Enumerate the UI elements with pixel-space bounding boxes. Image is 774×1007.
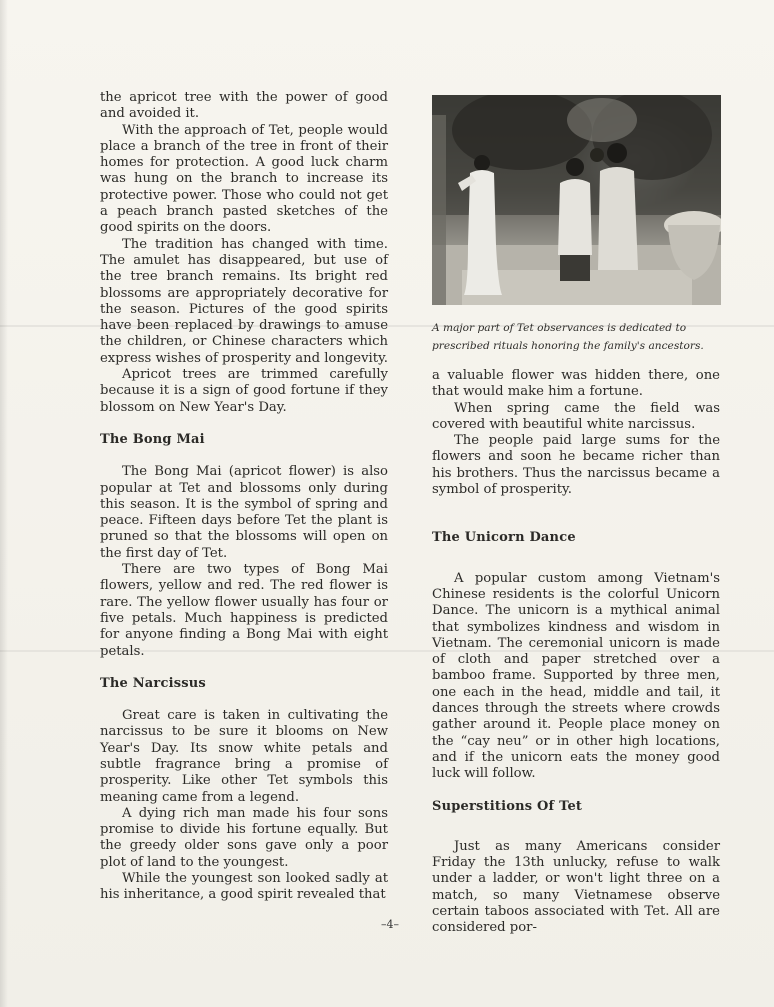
section-heading-superstitions: Superstitions Of Tet <box>432 798 583 814</box>
section-heading-bong-mai: The Bong Mai <box>100 431 205 447</box>
paragraph: The Bong Mai (apricot flower) is also popular at Tet and blossoms only during this season. It is the symbol of spring and peace. Fifteen days before Tet the plant is pruned so that the blossoms will open on the first day of Tet. <box>100 464 388 561</box>
paragraph: Great care is taken in cultivating the narcissus to be sure it blooms on New Year's Day. Its snow white petals and subtle fragrance bring a promise of prosperity. Like other Tet symbols this meaning came from a legend. <box>100 708 388 805</box>
paragraph: While the youngest son looked sadly at his inheritance, a good spirit revealed that <box>100 871 388 903</box>
section-heading-narcissus: The Narcissus <box>100 675 206 691</box>
caption-line: prescribed rituals honoring the family's ancestors. <box>432 340 704 352</box>
paragraph: The tradition has changed with time. The amulet has disappeared, but use of the tree branch remains. Its bright red blossoms are appropriately decorative for the season. Pictures of the good spirits have been replaced by drawings to amuse the children, or Chinese characters which express wishes of prosperity and longevity. <box>100 236 388 366</box>
paragraph: the apricot tree with the power of good and avoided it. <box>100 90 388 122</box>
paragraph: A popular custom among Vietnam's Chinese residents is the colorful Unicorn Dance. The unicorn is a mythical animal that symbolizes kindness and wisdom in Vietnam. The ceremonial unicorn is made of cloth and paper stretched over a bamboo frame. Supported by three men, one each in the head, middle and tail, it dances through the streets where crowds gather around it. People place money on the “cay neu” or in other high locations, and if the unicorn eats the money good luck will follow. <box>432 570 720 782</box>
ancestor-ritual-photo <box>432 95 721 305</box>
paragraph: There are two types of Bong Mai flowers, yellow and red. The red flower is rare. The yellow flower usually has four or five petals. Much happiness is predicted for anyone finding a Bong Mai with eight petals. <box>100 562 388 659</box>
paragraph: a valuable flower was hidden there, one that would make him a fortune. <box>432 368 720 400</box>
paragraph: When spring came the field was covered with beautiful white narcissus. <box>432 400 720 432</box>
page-number: –4– <box>381 918 399 931</box>
paragraph: With the approach of Tet, people would place a branch of the tree in front of their homes for protection. A good luck charm was hung on the branch to increase its protective power. Those who could not get a peach branch pasted sketches of the good spirits on the doors. <box>100 122 388 236</box>
photo-caption <box>432 319 724 355</box>
page-edge-shadow <box>0 0 8 1007</box>
photo-illustration <box>432 95 721 305</box>
paragraph: Just as many Americans consider Friday the 13th unlucky, refuse to walk under a ladder, or won't light three on a match, so many Vietnamese observe certain taboos associated with Tet. All are considered por- <box>432 838 720 936</box>
right-column <box>432 368 720 937</box>
paragraph: A dying rich man made his four sons promise to divide his fortune equally. But the greedy older sons gave only a poor plot of land to the youngest. <box>100 805 388 870</box>
section-heading-unicorn-dance: The Unicorn Dance <box>432 530 576 546</box>
paragraph: The people paid large sums for the flowers and soon he became richer than his brothers. Thus the narcissus became a symbol of prosperity. <box>432 433 720 498</box>
left-column <box>100 90 388 904</box>
paragraph: Apricot trees are trimmed carefully because it is a sign of good fortune if they blossom on New Year's Day. <box>100 367 388 415</box>
caption-line: A major part of Tet observances is dedicated to <box>432 322 687 334</box>
